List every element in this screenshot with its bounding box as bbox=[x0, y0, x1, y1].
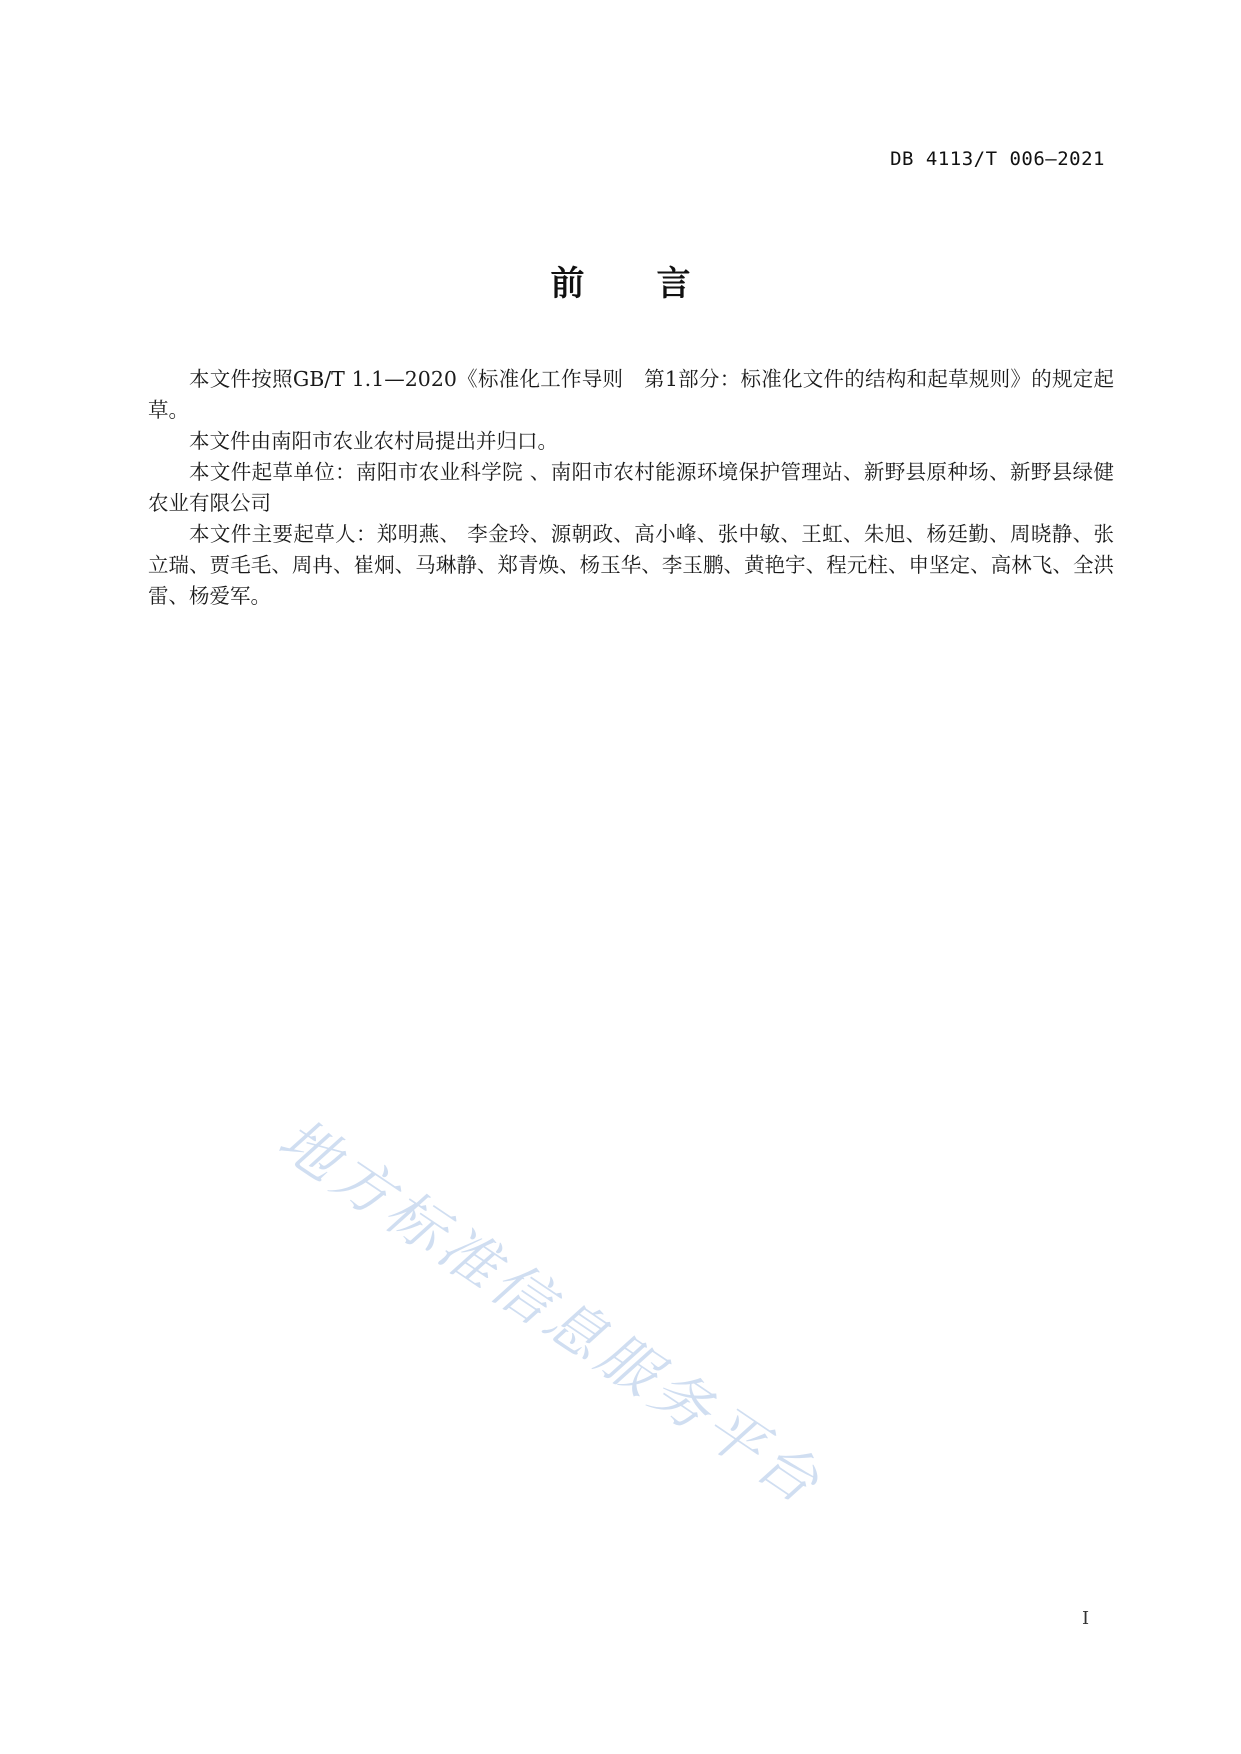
paragraph-drafters: 本文件主要起草人：郑明燕、 李金玲、源朝政、高小峰、张中敏、王虹、朱旭、杨廷勤、周晓静、张立瑞、贾毛毛、周冉、崔炯、马琳静、郑青焕、杨玉华、李玉鹏、黄艳宇、程元柱、申坚定、高林飞、全洪雷、杨爱军。 bbox=[148, 522, 1114, 608]
title-char-2: 言 bbox=[656, 264, 691, 304]
page-number: I bbox=[1082, 1608, 1090, 1629]
watermark: 地方标准信息服务平台 bbox=[266, 1104, 836, 1520]
page-title bbox=[0, 256, 1241, 305]
paragraph-standard-basis: 本文件按照GB/T 1.1—2020《标准化工作导则 第1部分：标准化文件的结构和起草规则》的规定起草。 bbox=[148, 367, 1114, 422]
paragraph-drafting-units: 本文件起草单位：南阳市农业科学院 、南阳市农村能源环境保护管理站、新野县原种场、新野县绿健农业有限公司 bbox=[148, 460, 1114, 515]
foreword-body bbox=[148, 364, 1114, 612]
paragraph-proposer: 本文件由南阳市农业农村局提出并归口。 bbox=[189, 429, 558, 453]
document-code: DB 4113/T 006—2021 bbox=[890, 148, 1105, 170]
title-char-1: 前 bbox=[550, 264, 585, 304]
